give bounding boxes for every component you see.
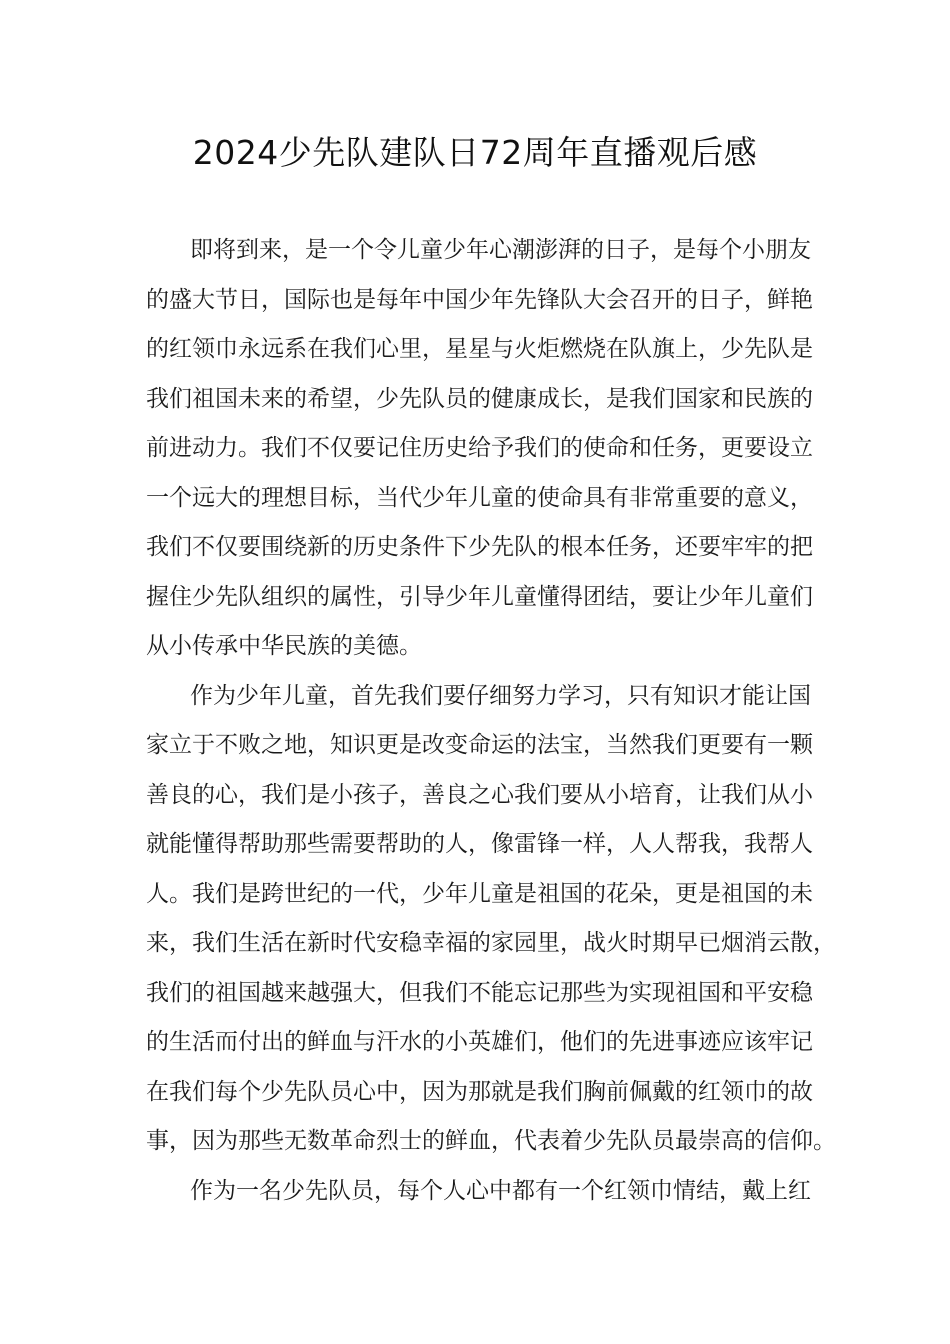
text-line: 的盛大节日，国际也是每年中国少年先锋队大会召开的日子，鲜艳	[146, 286, 813, 313]
text-line: 我们祖国未来的希望，少先队员的健康成长，是我们国家和民族的	[146, 385, 813, 412]
text-line: 前进动力。我们不仅要记住历史给予我们的使命和任务，更要设立	[146, 435, 813, 461]
text-line: 善良的心，我们是小孩子，善良之心我们要从小培育，让我们从小	[146, 781, 813, 808]
text-line: 家立于不败之地，知识更是改变命运的法宝，当然我们更要有一颗	[146, 732, 813, 758]
text-line: 的红领巾永远系在我们心里，星星与火炬燃烧在队旗上，少先队是	[146, 336, 813, 362]
text-line: 从小传承中华民族的美德。	[146, 633, 422, 659]
text-line: 在我们每个少先队员心中，因为那就是我们胸前佩戴的红领巾的故	[146, 1078, 813, 1105]
text-line: 的生活而付出的鲜血与汗水的小英雄们，他们的先进事迹应该牢记	[146, 1029, 813, 1055]
document-body	[146, 226, 836, 1216]
text-line: 我们不仅要围绕新的历史条件下少先队的根本任务，还要牢牢的把	[146, 534, 813, 560]
text-line: 事，因为那些无数革命烈士的鲜血，代表着少先队员最崇高的信仰。	[146, 1128, 836, 1154]
text-line: 来，我们生活在新时代安稳幸福的家园里，战火时期早已烟消云散，	[146, 930, 836, 956]
text-line: 作为一名少先队员，每个人心中都有一个红领巾情结，戴上红	[190, 1177, 811, 1204]
text-line: 就能懂得帮助那些需要帮助的人，像雷锋一样，人人帮我，我帮人	[146, 831, 813, 857]
document-title: 2024少先队建队日72周年直播观后感	[192, 133, 758, 172]
text-line: 握住少先队组织的属性，引导少年儿童懂得团结，要让少年儿童们	[146, 583, 813, 610]
text-line: 我们的祖国越来越强大，但我们不能忘记那些为实现祖国和平安稳	[146, 979, 813, 1006]
text-line: 即将到来，是一个令儿童少年心潮澎湃的日子，是每个小朋友	[190, 237, 811, 263]
text-line: 人。我们是跨世纪的一代，少年儿童是祖国的花朵，更是祖国的未	[146, 880, 813, 907]
text-line: 一个远大的理想目标，当代少年儿童的使命具有非常重要的意义，	[146, 484, 813, 511]
text-line: 作为少年儿童，首先我们要仔细努力学习，只有知识才能让国	[190, 682, 811, 709]
